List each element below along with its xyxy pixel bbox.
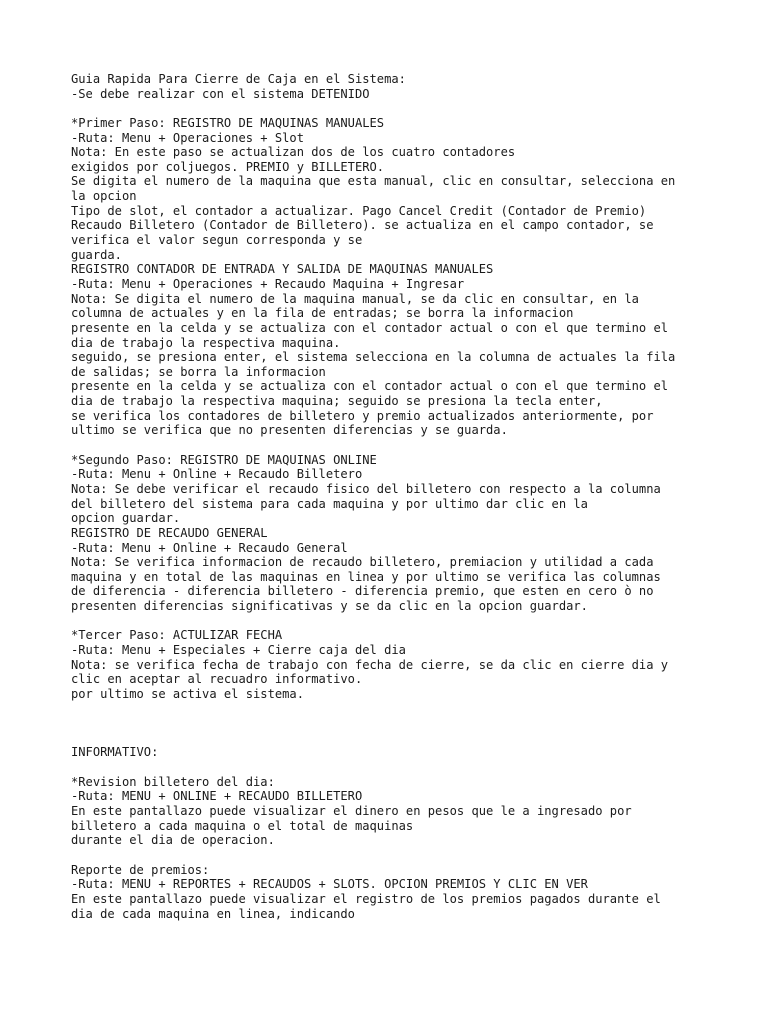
document-line (71, 848, 703, 863)
document-line: -Ruta: MENU + ONLINE + RECAUDO BILLETERO (71, 789, 363, 804)
document-line: Nota: Se digita el numero de la maquina manual, se da clic en consultar, en la (71, 291, 639, 306)
document-line: -Ruta: Menu + Operaciones + Recaudo Maquina + Ingresar (71, 276, 465, 291)
document-line: clic en aceptar al recuadro informativo. (71, 672, 363, 687)
document-line: Se digita el numero de la maquina que esta manual, clic en consultar, selecciona en (71, 174, 676, 189)
document-line: Reporte de premios: (71, 862, 210, 877)
document-line: presente en la celda y se actualiza con el contador actual o con el que termino el (71, 320, 669, 335)
document-line (71, 731, 703, 746)
document-line: -Ruta: Menu + Online + Recaudo General (71, 540, 348, 555)
document-line: maquina y en total de las maquinas en linea y por ultimo se verifica las columnas (71, 569, 661, 584)
document-line: *Tercer Paso: ACTULIZAR FECHA (71, 628, 283, 643)
document-line: -Se debe realizar con el sistema DETENIDO (71, 86, 370, 101)
document-line: por ultimo se activa el sistema. (71, 686, 304, 701)
document-line (71, 438, 703, 453)
document-line: *Segundo Paso: REGISTRO DE MAQUINAS ONLINE (71, 452, 377, 467)
document-line: ultimo se verifica que no presenten diferencias y se guarda. (71, 423, 508, 438)
document-line: opcion guardar. (71, 511, 181, 526)
document-line: de salidas; se borra la informacion (71, 364, 326, 379)
document-line: Nota: se verifica fecha de trabajo con fecha de cierre, se da clic en cierre dia y (71, 657, 669, 672)
document-line: *Primer Paso: REGISTRO DE MAQUINAS MANUALES (71, 115, 385, 130)
document-line: dia de trabajo la respectiva maquina; seguido se presiona la tecla enter, (71, 394, 603, 409)
document-line: REGISTRO DE RECAUDO GENERAL (71, 525, 268, 540)
document-body (71, 72, 703, 921)
document-line: -Ruta: MENU + REPORTES + RECAUDOS + SLOTS. OPCION PREMIOS Y CLIC EN VER (71, 877, 588, 892)
document-line: Recaudo Billetero (Contador de Billetero). se actualiza en el campo contador, se (71, 218, 654, 233)
document-line: dia de cada maquina en linea, indicando (71, 906, 355, 921)
document-line (71, 702, 703, 717)
document-line: En este pantallazo puede visualizar el dinero en pesos que le a ingresado por (71, 804, 632, 819)
document-line: -Ruta: Menu + Especiales + Cierre caja del dia (71, 642, 406, 657)
document-line: seguido, se presiona enter, el sistema selecciona en la columna de actuales la fila (71, 350, 676, 365)
document-line: En este pantallazo puede visualizar el registro de los premios pagados durante el (71, 891, 661, 906)
document-line: -Ruta: Menu + Operaciones + Slot (71, 130, 304, 145)
document-line (71, 716, 703, 731)
document-line: Nota: Se verifica informacion de recaudo billetero, premiacion y utilidad a cada (71, 555, 654, 570)
document-line: presente en la celda y se actualiza con el contador actual o con el que termino el (71, 379, 669, 394)
document-line: verifica el valor segun corresponda y se (71, 233, 363, 248)
document-line (71, 614, 703, 629)
document-line: Nota: Se debe verificar el recaudo fisico del billetero con respecto a la columna (71, 481, 661, 496)
document-line: columna de actuales y en la fila de entradas; se borra la informacion (71, 306, 574, 321)
document-line: de diferencia - diferencia billetero - diferencia premio, que esten en cero ò no (71, 584, 654, 599)
document-line: -Ruta: Menu + Online + Recaudo Billetero (71, 467, 363, 482)
document-line: billetero a cada maquina o el total de maquinas (71, 818, 414, 833)
document-line: la opcion (71, 189, 137, 204)
document-line: Tipo de slot, el contador a actualizar. Pago Cancel Credit (Contador de Premio) (71, 203, 647, 218)
document-line: REGISTRO CONTADOR DE ENTRADA Y SALIDA DE MAQUINAS MANUALES (71, 262, 494, 277)
document-line: se verifica los contadores de billetero y premio actualizados anteriormente, por (71, 408, 654, 423)
document-line: exigidos por coljuegos. PREMIO y BILLETERO. (71, 159, 385, 174)
document-line: Guia Rapida Para Cierre de Caja en el Sistema: (71, 72, 406, 86)
document-line: dia de trabajo la respectiva maquina. (71, 335, 341, 350)
document-line (71, 101, 703, 116)
document-line: INFORMATIVO: (71, 745, 159, 760)
document-line: presenten diferencias significativas y se da clic en la opcion guardar. (71, 599, 588, 614)
document-line: guarda. (71, 247, 122, 262)
document-line: *Revision billetero del dia: (71, 774, 275, 789)
document-line: Nota: En este paso se actualizan dos de los cuatro contadores (71, 145, 516, 160)
document-line (71, 760, 703, 775)
document-line: durante el dia de operacion. (71, 833, 275, 848)
document-line: del billetero del sistema para cada maquina y por ultimo dar clic en la (71, 496, 588, 511)
